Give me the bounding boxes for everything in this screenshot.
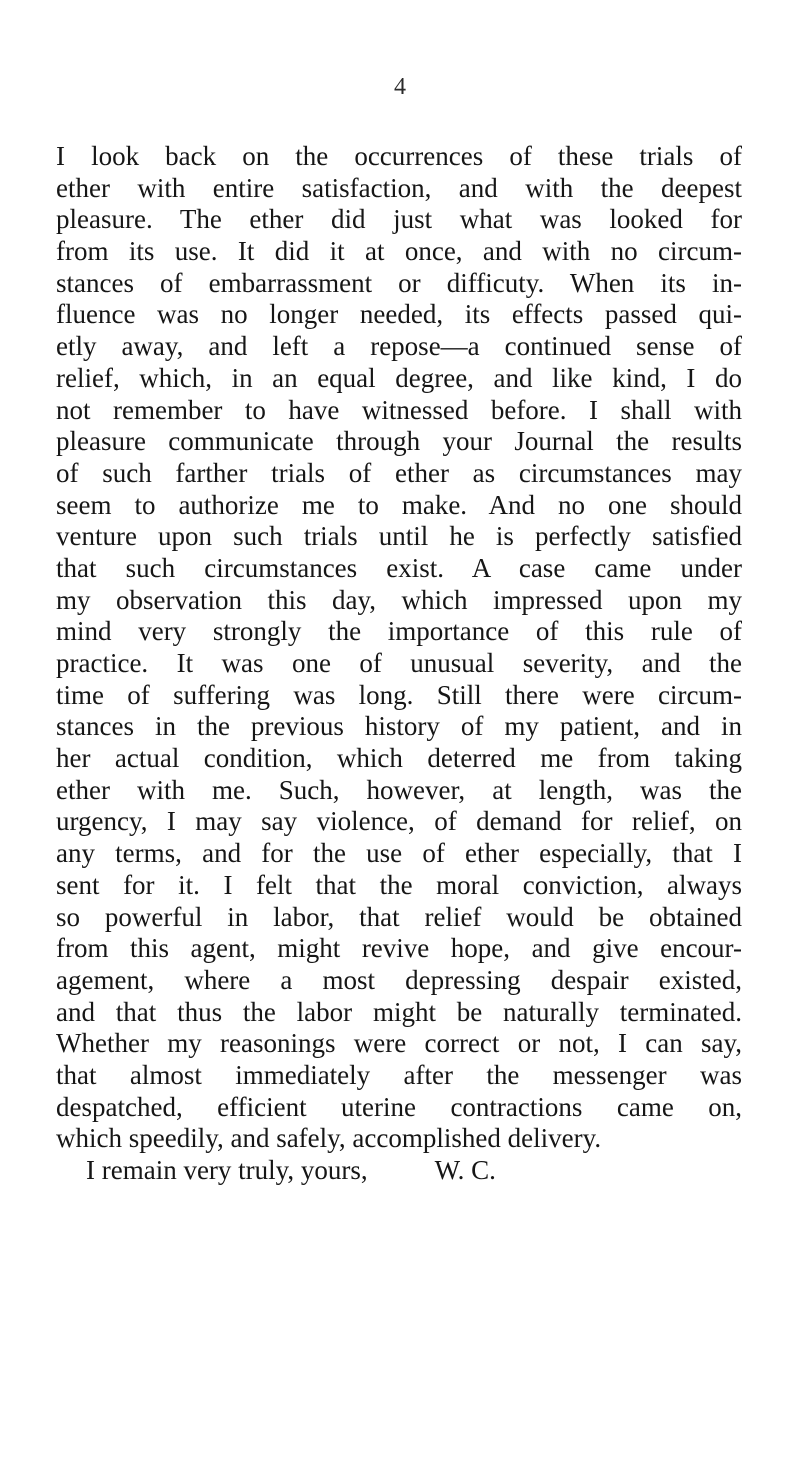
- text-line: urgency, I may say violence, of demand for relief, on: [56, 806, 742, 837]
- page-number: 4: [394, 74, 406, 100]
- text-line: seem to authorize me to make. And no one should: [56, 489, 742, 520]
- text-line: stances in the previous history of my patient, and in: [56, 711, 742, 742]
- letter-closing: [56, 1155, 742, 1187]
- text-line: time of suffering was long. Still there were circum-: [56, 679, 742, 710]
- text-line: pleasure communicate through your Journal the results: [56, 426, 742, 457]
- text-line: etly away, and left a repose—a continued sense of: [56, 331, 742, 362]
- text-line: fluence was no longer needed, its effects passed qui-: [56, 299, 742, 330]
- text-line: Whether my reasonings were correct or not, I can say,: [56, 1028, 742, 1059]
- text-line: from this agent, might revive hope, and give encour-: [56, 933, 742, 964]
- text-line: stances of embarrassment or difficuty. When its in-: [56, 267, 742, 298]
- text-line: my observation this day, which impressed upon my: [56, 584, 742, 615]
- text-line: ether with me. Such, however, at length, was the: [56, 774, 742, 805]
- text-line: so powerful in labor, that relief would be obtained: [56, 901, 742, 932]
- text-line: any terms, and for the use of ether especially, that I: [56, 838, 742, 869]
- body-text: [56, 141, 742, 1187]
- text-line: sent for it. I felt that the moral conviction, always: [56, 869, 742, 900]
- text-line: from its use. It did it at once, and with no circum-: [56, 236, 742, 267]
- text-line: that such circumstances exist. A case came under: [56, 552, 742, 583]
- signature-initials: W. C.: [434, 1155, 496, 1185]
- text-line: her actual condition, which deterred me from taking: [56, 743, 742, 774]
- text-line: not remember to have witnessed before. I shall with: [56, 394, 742, 425]
- text-line: I look back on the occurrences of these trials of: [56, 141, 742, 171]
- text-line: venture upon such trials until he is perfectly satisfied: [56, 521, 742, 552]
- text-line: mind very strongly the importance of this rule of: [56, 616, 742, 647]
- text-line: relief, which, in an equal degree, and like kind, I do: [56, 362, 742, 393]
- text-line: which speedily, and safely, accomplished delivery.: [56, 1123, 602, 1154]
- text-line: despatched, efficient uterine contractions came on,: [56, 1091, 742, 1122]
- text-line: ether with entire satisfaction, and with the deepest: [56, 172, 742, 203]
- text-line: that almost immediately after the messenger was: [56, 1059, 742, 1090]
- text-line: agement, where a most depressing despair existed,: [56, 964, 742, 995]
- closing-salutation: I remain very truly, yours,: [86, 1155, 368, 1185]
- text-line: practice. It was one of unusual severity, and the: [56, 648, 742, 678]
- text-line: and that thus the labor might be naturally terminated.: [56, 996, 742, 1027]
- text-line: pleasure. The ether did just what was looked for: [56, 204, 742, 235]
- text-line: of such farther trials of ether as circumstances may: [56, 457, 742, 488]
